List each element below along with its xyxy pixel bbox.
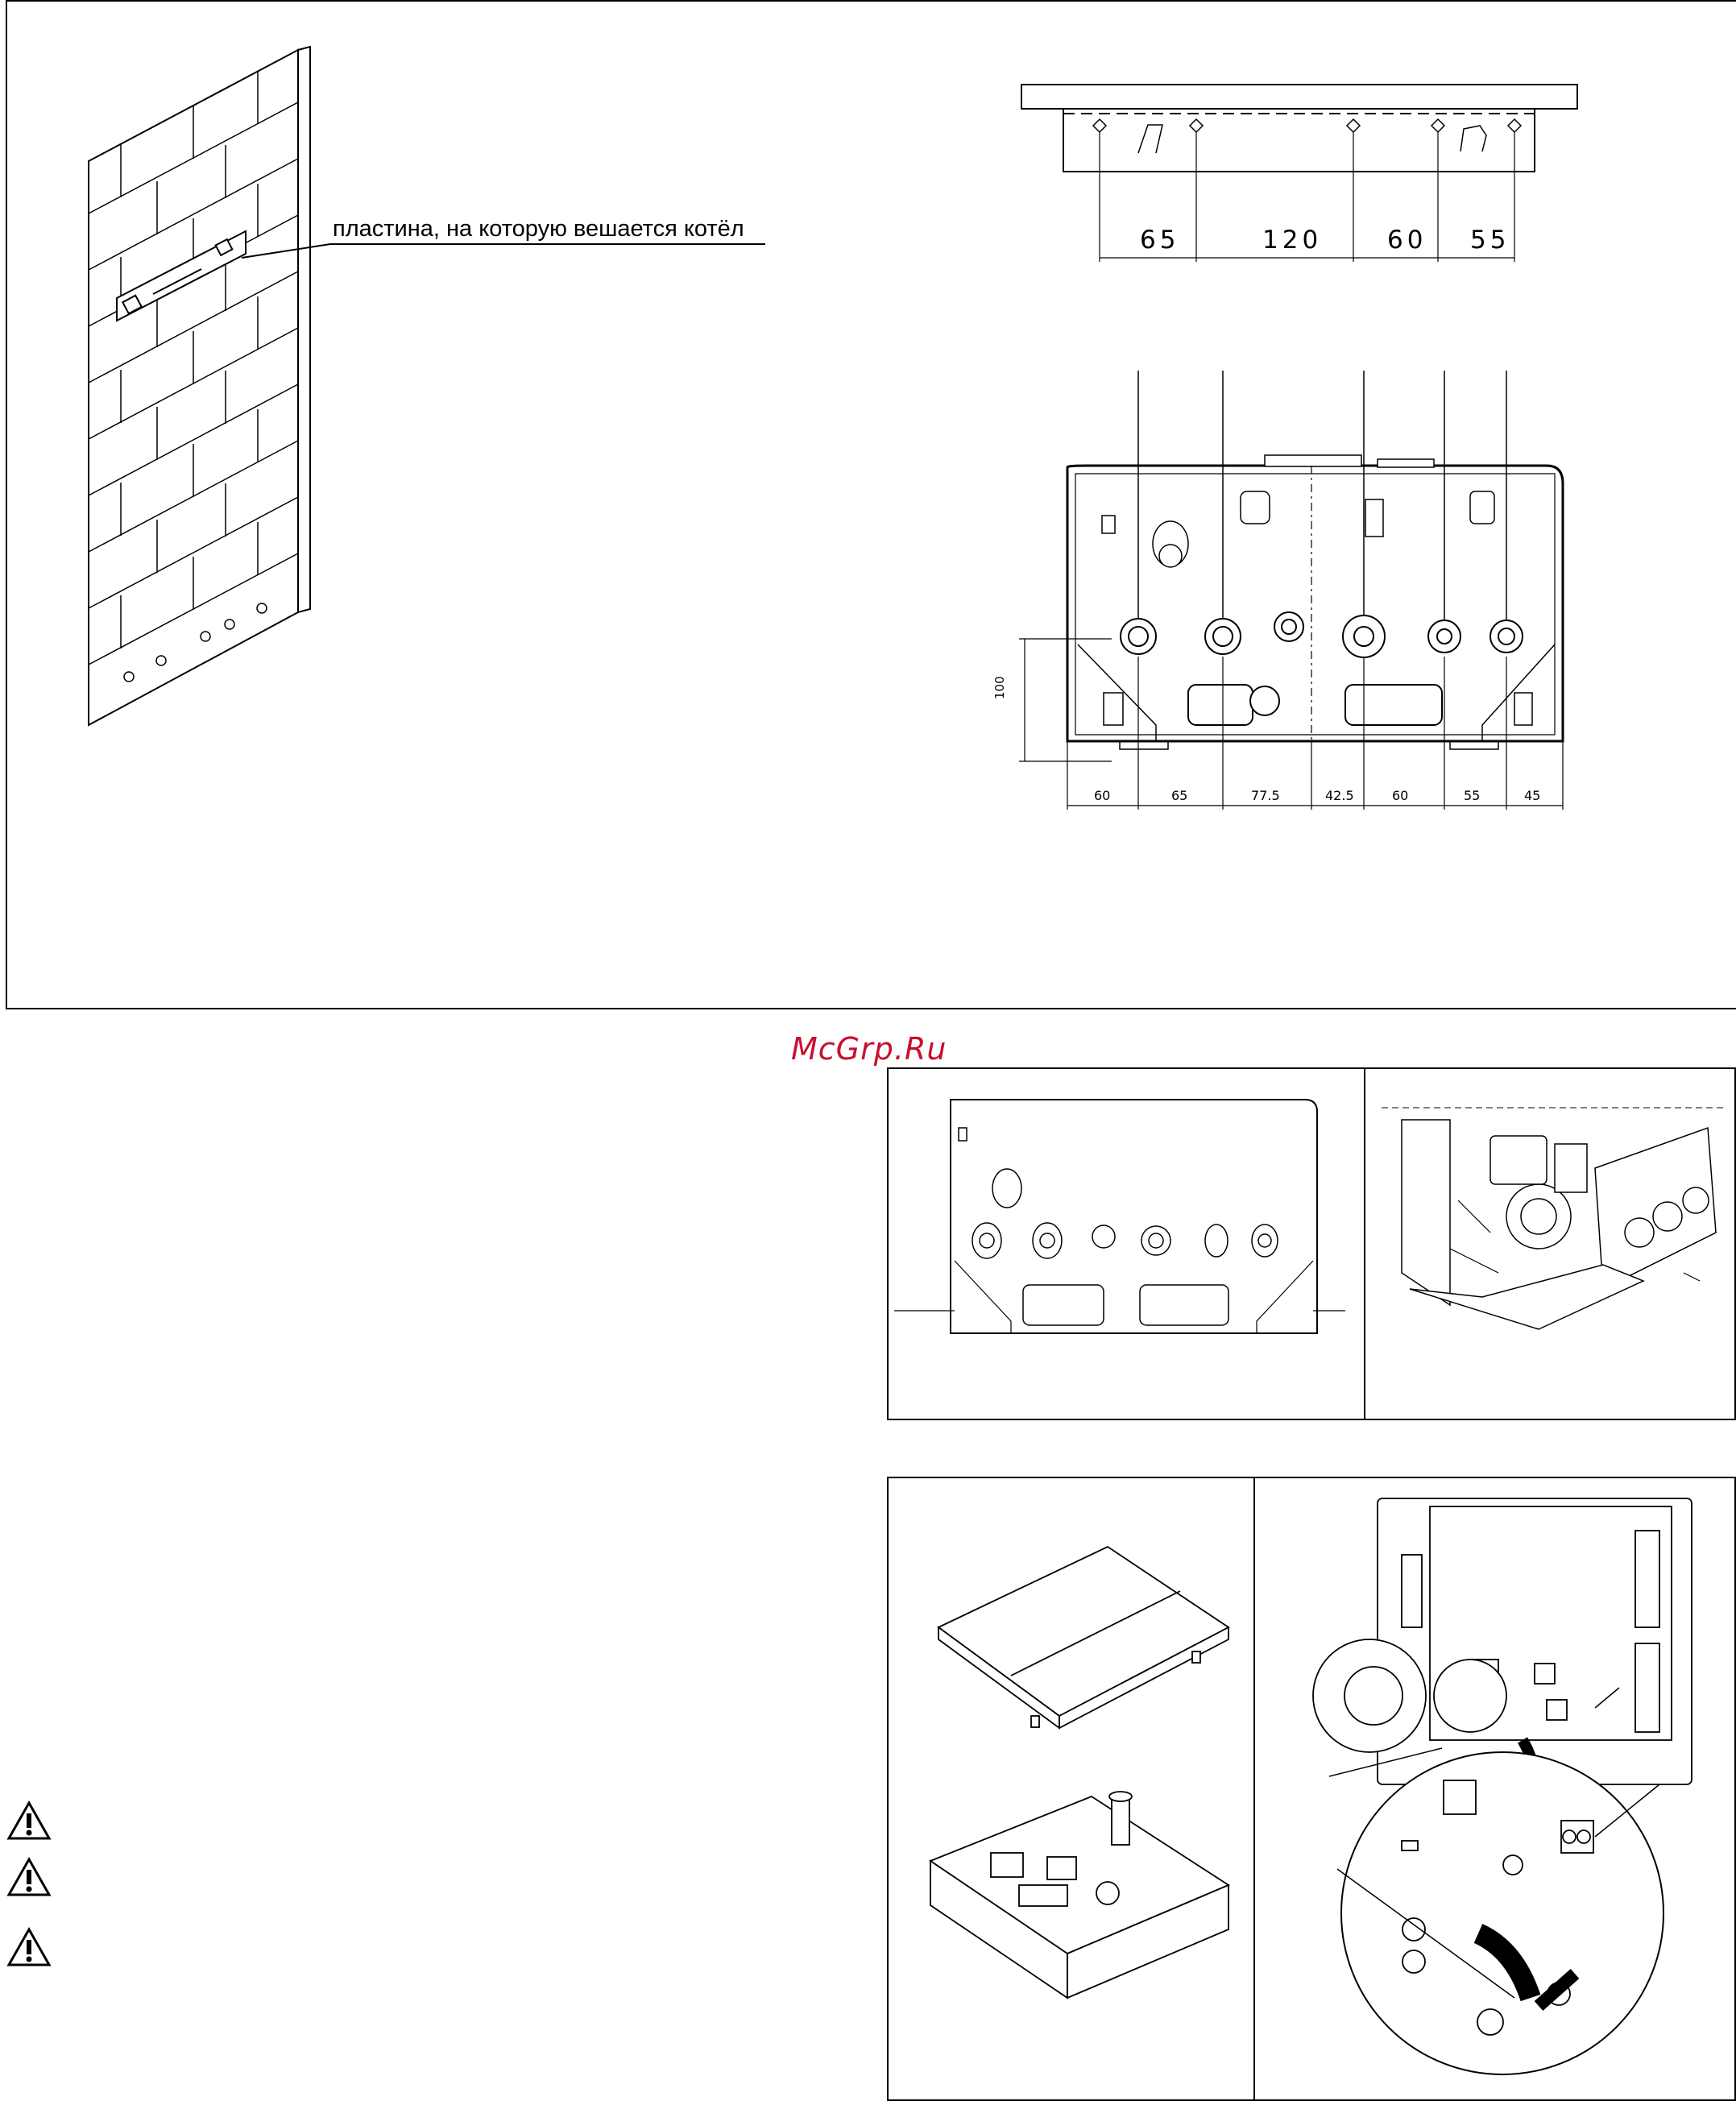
boiler-bottom-view-small — [894, 1092, 1345, 1349]
electronic-board-detail — [1257, 1482, 1732, 2095]
bottom-dim-5: 60 — [1392, 788, 1409, 803]
warning-icon — [6, 1801, 52, 1841]
bottom-dim-6: 55 — [1464, 788, 1481, 803]
brick-wall-illustration — [81, 40, 322, 733]
top-dim-3: 60 — [1387, 226, 1427, 255]
top-dim-1: 65 — [1140, 226, 1180, 255]
bottom-dim-4: 42.5 — [1325, 788, 1354, 803]
top-dim-4: 55 — [1470, 226, 1510, 255]
middle-divider — [1364, 1067, 1365, 1420]
boiler-bottom-view — [999, 371, 1579, 822]
side-dim: 100 — [992, 676, 1007, 699]
bottom-dim-3: 77.5 — [1251, 788, 1280, 803]
bottom-divider — [1253, 1477, 1255, 2101]
plate-label: пластина, на которую вешается котёл — [333, 216, 744, 242]
warning-icon — [6, 1927, 52, 1967]
boiler-interior-view — [1378, 1104, 1732, 1345]
bottom-dim-2: 65 — [1171, 788, 1188, 803]
bottom-dim-1: 60 — [1094, 788, 1111, 803]
bottom-dim-7: 45 — [1524, 788, 1541, 803]
warning-icon — [6, 1857, 52, 1897]
top-dim-2: 120 — [1262, 226, 1323, 255]
watermark: McGrp.Ru — [791, 1031, 947, 1067]
control-box-exploded-view — [922, 1531, 1237, 2062]
